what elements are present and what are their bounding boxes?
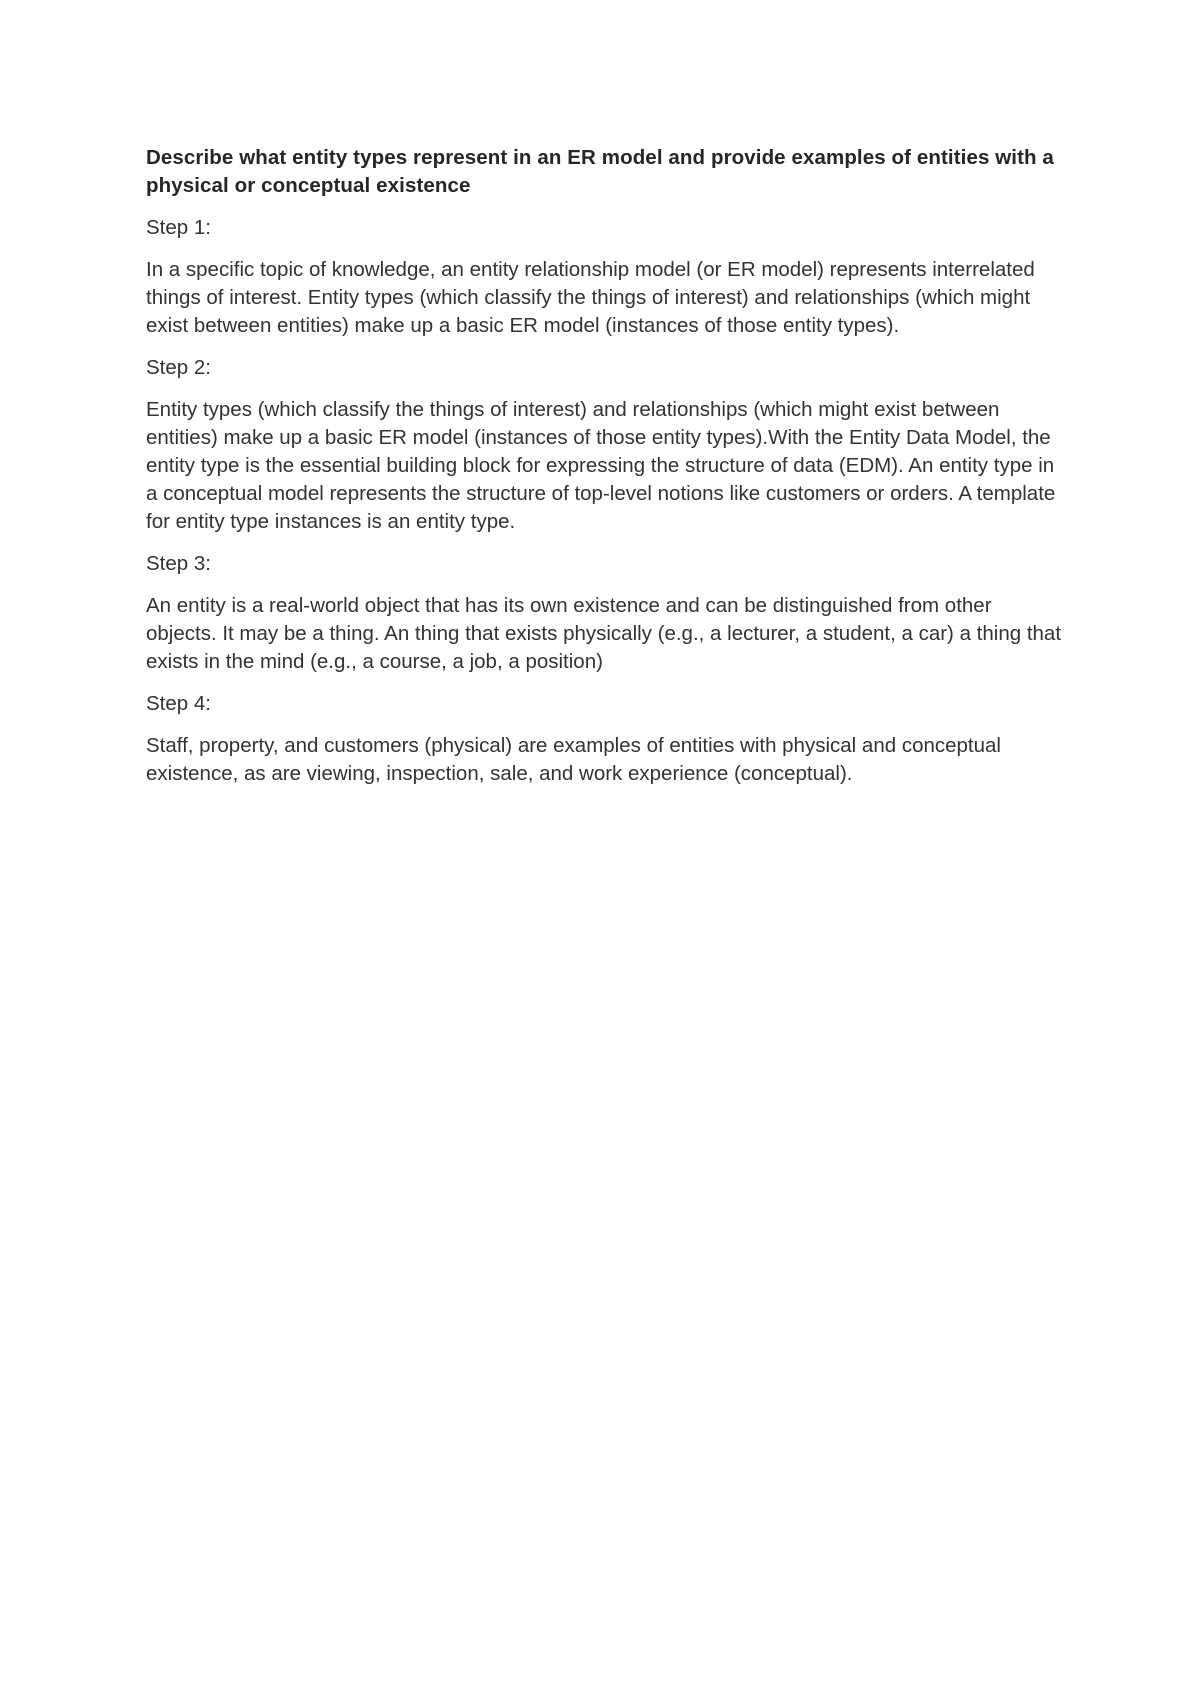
step-2-text: Entity types (which classify the things of interest) and relationships (which might exist between entities) make up a basic ER model (instances of those entity types).With the Entity Data Model, the entity type is the essential building block for expressing the structure of data (EDM). An entity type in a conceptual model represents the structure of top-level notions like customers or orders. A template for entity type instances is an entity type. xyxy=(146,398,1056,533)
document-body xyxy=(146,144,1066,802)
step-3-text: An entity is a real-world object that has its own existence and can be distinguished from other objects. It may be a thing. An thing that exists physically (e.g., a lecturer, a student, a car) a thing that exists in the mind (e.g., a course, a job, a position) xyxy=(146,594,1062,673)
step-2-label: Step 2: xyxy=(146,356,211,379)
question-title: Describe what entity types represent in an ER model and provide examples of entities with a physical or conceptual existence xyxy=(146,146,1054,197)
step-3-label: Step 3: xyxy=(146,552,211,575)
step-1-label: Step 1: xyxy=(146,216,211,239)
step-4-label: Step 4: xyxy=(146,692,211,715)
step-1-text: In a specific topic of knowledge, an entity relationship model (or ER model) represents interrelated things of interest. Entity types (which classify the things of interest) and relationships (which might exist between entities) make up a basic ER model (instances of those entity types). xyxy=(146,258,1035,337)
step-4-text: Staff, property, and customers (physical) are examples of entities with physical and conceptual existence, as are viewing, inspection, sale, and work experience (conceptual). xyxy=(146,734,1001,785)
